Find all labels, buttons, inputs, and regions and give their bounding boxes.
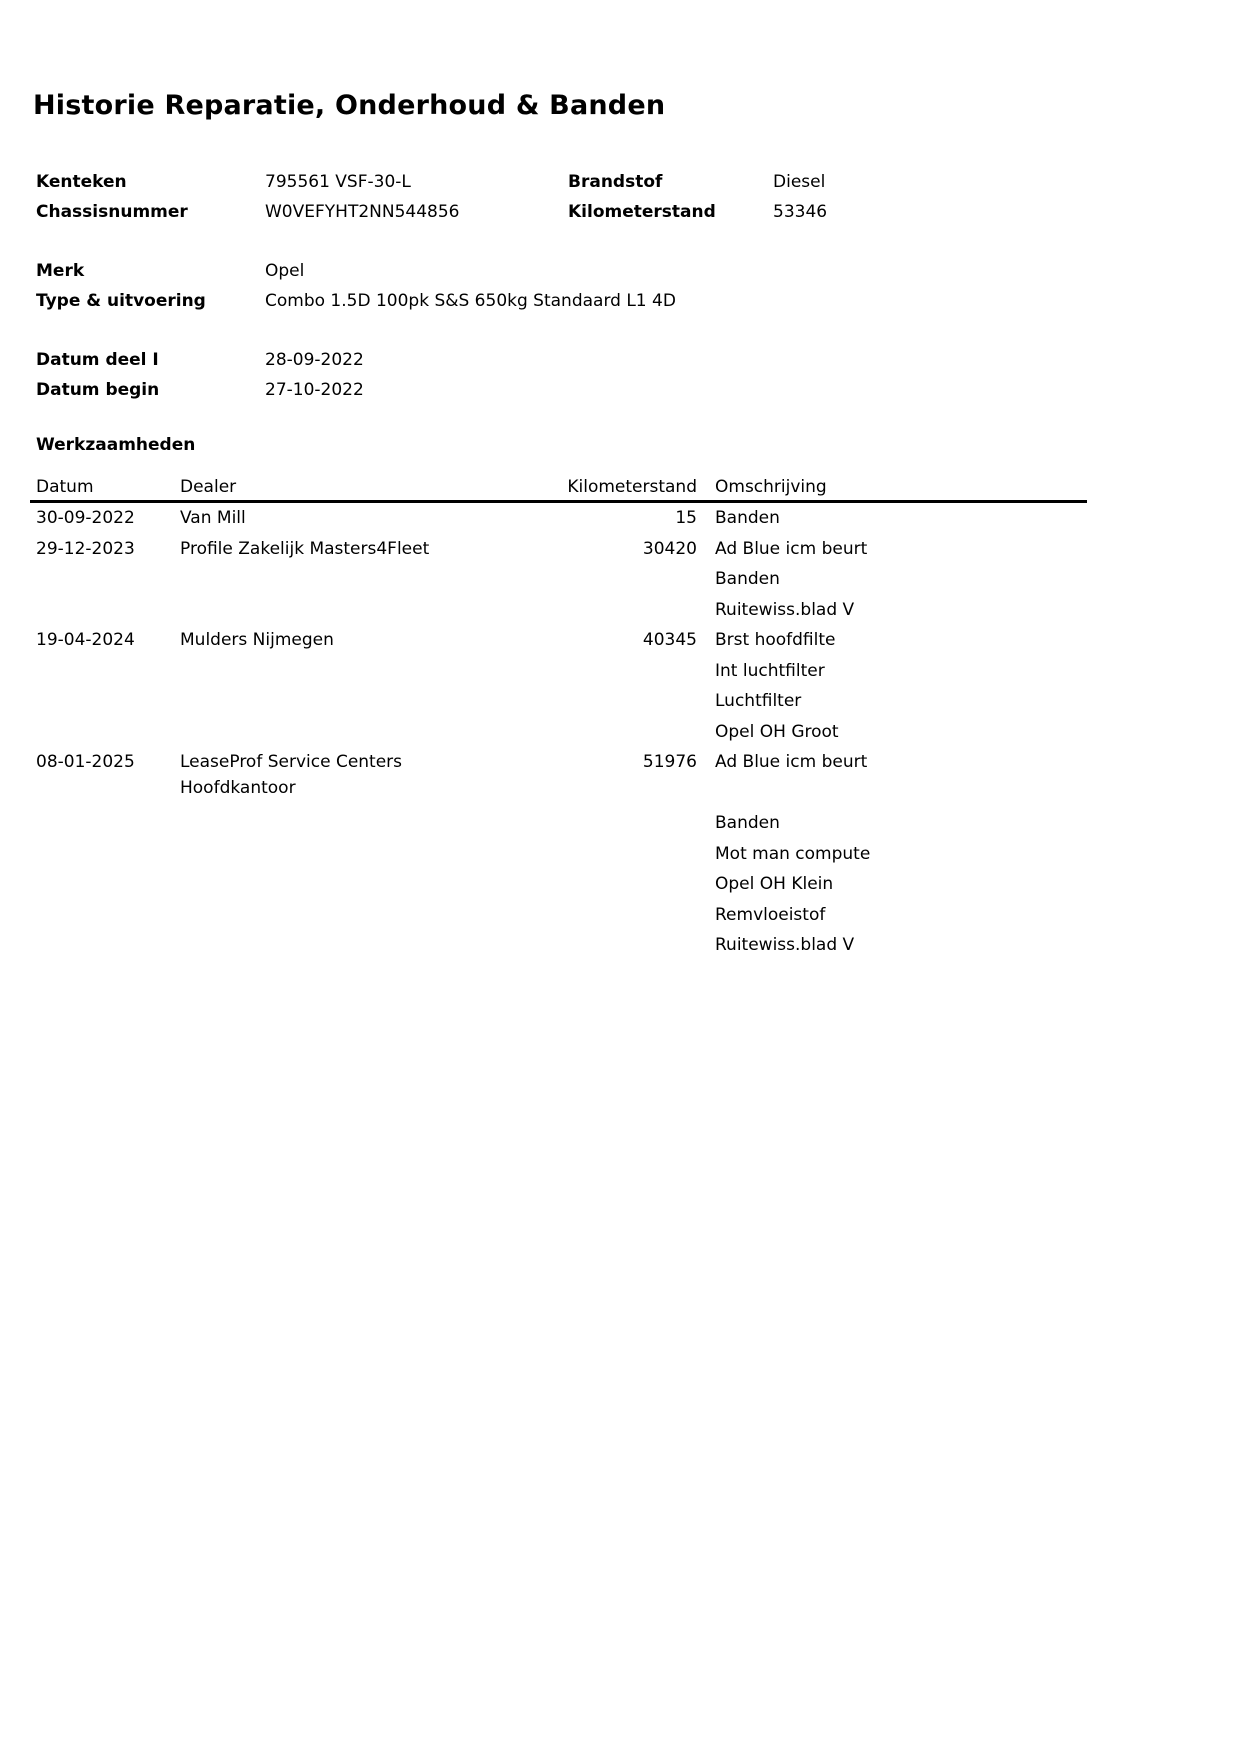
table-row	[30, 534, 1087, 626]
dates-info-block	[36, 345, 364, 405]
omschrijving-line: Brst hoofdfilte	[715, 630, 836, 651]
table-body	[30, 503, 1087, 961]
omschrijving-line: Luchtfilter	[715, 691, 802, 712]
entry-omschrijving	[697, 747, 1087, 961]
vehicle-id-info-block	[36, 167, 827, 227]
chassisnummer-label: Chassisnummer	[36, 202, 188, 222]
datum-deel-label: Datum deel I	[36, 350, 159, 370]
type-uitvoering-value: Combo 1.5D 100pk S&S 650kg Standaard L1 4D	[265, 291, 676, 311]
entry-datum: 29-12-2023	[36, 538, 135, 559]
table-row	[30, 625, 1087, 747]
datum-deel-value: 28-09-2022	[265, 350, 364, 370]
omschrijving-line	[715, 778, 1087, 809]
chassisnummer-value: W0VEFYHT2NN544856	[265, 202, 460, 222]
werkzaamheden-heading: Werkzaamheden	[36, 435, 196, 455]
column-header-omschrijving: Omschrijving	[715, 477, 827, 497]
dealer-line: LeaseProf Service Centers	[180, 752, 403, 772]
datum-begin-label: Datum begin	[36, 380, 160, 400]
column-header-kilometerstand: Kilometerstand	[567, 477, 697, 497]
brandstof-label: Brandstof	[568, 172, 663, 192]
dealer-line: Profile Zakelijk Masters4Fleet	[180, 538, 430, 559]
omschrijving-line: Opel OH Groot	[715, 721, 839, 742]
entry-kilometerstand: 15	[675, 508, 697, 528]
entry-kilometerstand: 30420	[642, 538, 697, 559]
werkzaamheden-table	[30, 474, 1087, 961]
kenteken-value: 795561 VSF-30-L	[265, 172, 411, 192]
entry-datum: 30-09-2022	[36, 508, 135, 529]
table-header-row	[30, 474, 1087, 500]
omschrijving-line: Banden	[715, 508, 780, 529]
vehicle-type-info-block	[36, 256, 676, 316]
entry-dealer	[180, 534, 517, 562]
dealer-line: Hoofdkantoor	[180, 778, 296, 798]
omschrijving-line: Ad Blue icm beurt	[715, 752, 868, 773]
omschrijving-line: Banden	[715, 569, 780, 590]
entry-dealer	[180, 625, 517, 653]
entry-dealer	[180, 503, 517, 531]
dealer-line: Van Mill	[180, 508, 246, 528]
merk-value: Opel	[265, 261, 305, 281]
entry-datum: 08-01-2025	[36, 752, 135, 773]
omschrijving-line: Ruitewiss.blad V	[715, 935, 855, 956]
page-title: Historie Reparatie, Onderhoud & Banden	[33, 90, 666, 121]
merk-label: Merk	[36, 261, 85, 281]
omschrijving-line: Ad Blue icm beurt	[715, 538, 868, 559]
kilometerstand-label: Kilometerstand	[568, 202, 716, 222]
kilometerstand-value: 53346	[773, 202, 828, 222]
omschrijving-line: Int luchtfilter	[715, 660, 825, 681]
entry-omschrijving	[697, 503, 1087, 534]
omschrijving-line: Remvloeistof	[715, 904, 826, 925]
datum-begin-value: 27-10-2022	[265, 380, 364, 400]
entry-omschrijving	[697, 625, 1087, 747]
omschrijving-line: Mot man compute	[715, 843, 871, 864]
brandstof-value: Diesel	[773, 172, 826, 192]
omschrijving-line: Opel OH Klein	[715, 874, 834, 895]
column-header-dealer: Dealer	[180, 477, 237, 497]
table-row	[30, 747, 1087, 961]
kenteken-label: Kenteken	[36, 172, 127, 192]
omschrijving-line: Ruitewiss.blad V	[715, 599, 855, 620]
entry-kilometerstand: 40345	[642, 630, 697, 650]
type-uitvoering-label: Type & uitvoering	[36, 291, 206, 311]
table-row	[30, 503, 1087, 534]
entry-omschrijving	[697, 534, 1087, 626]
entry-kilometerstand: 51976	[642, 752, 697, 772]
column-header-datum: Datum	[36, 477, 94, 497]
dealer-line: Mulders Nijmegen	[180, 630, 334, 650]
omschrijving-line: Banden	[715, 813, 780, 834]
entry-datum: 19-04-2024	[36, 630, 135, 651]
entry-dealer	[180, 747, 517, 801]
